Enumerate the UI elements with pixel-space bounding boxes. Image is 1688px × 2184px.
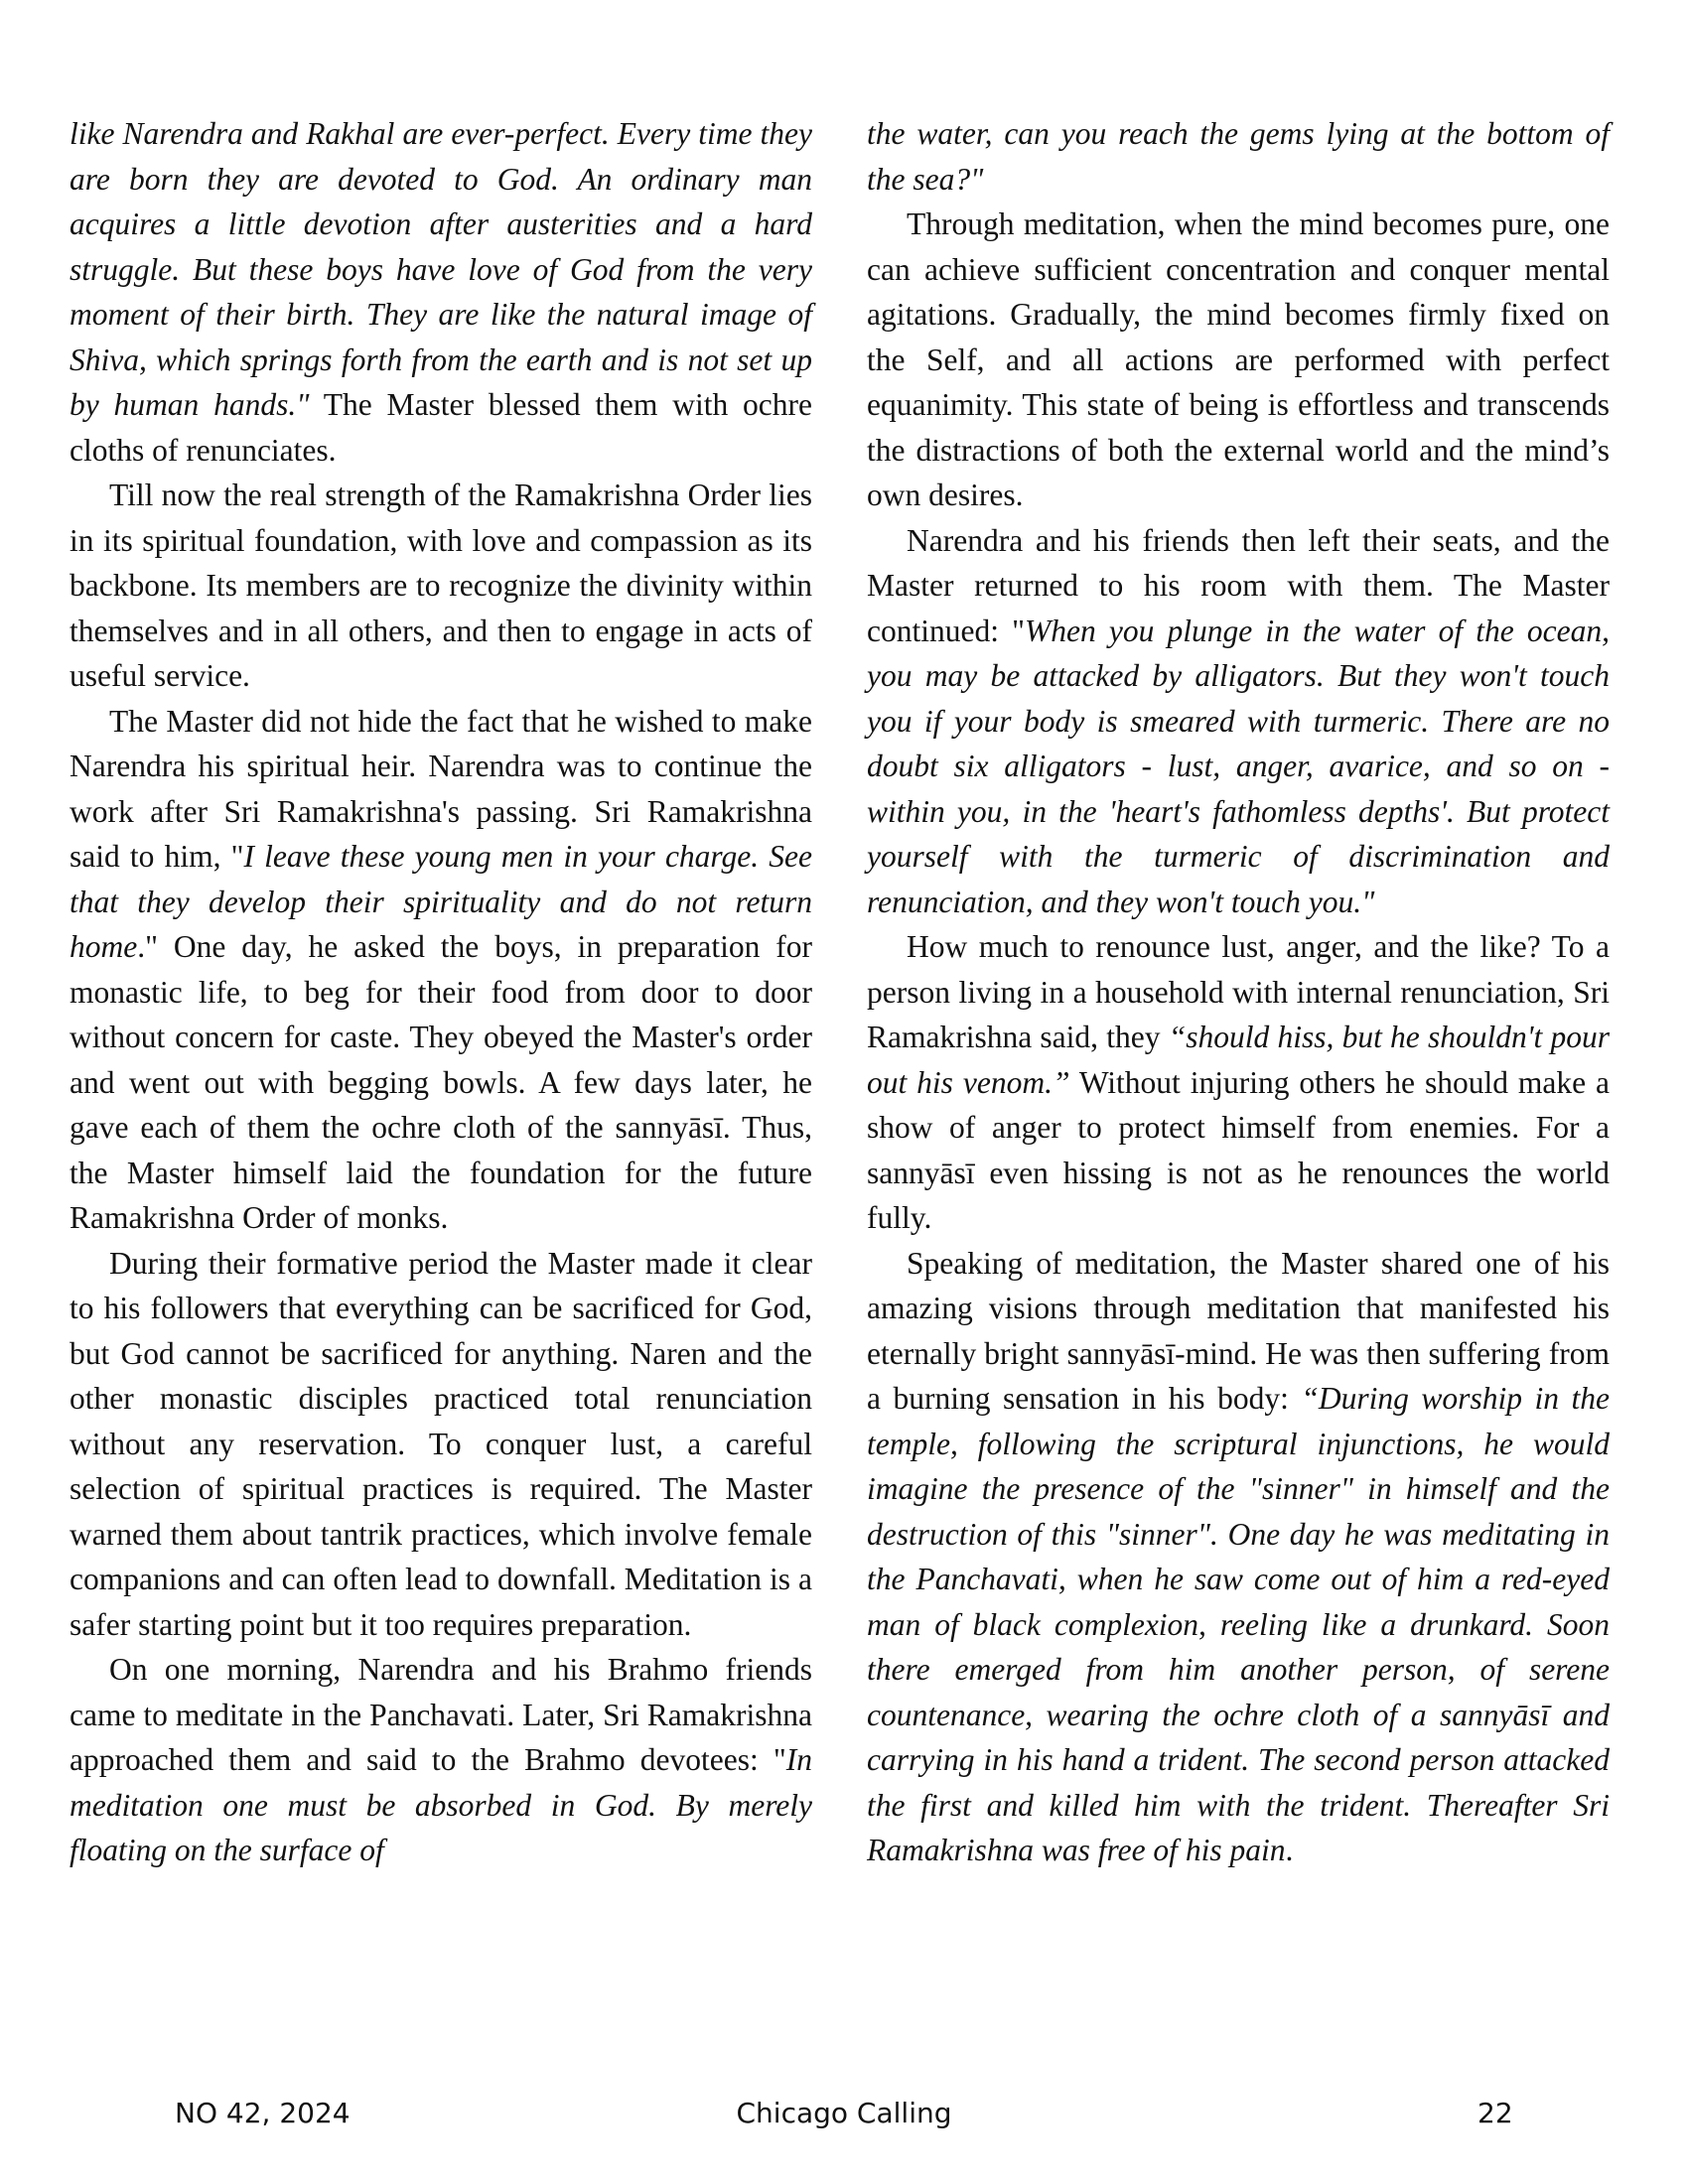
text: Narendra and his friends then left their seats, and the Master returned to his room with them. The Master continued: " [867,522,1610,648]
text: Through meditation, when the mind becomes pure, one can achieve sufficient concentration and conquer mental agitations. Gradually, the mind becomes firmly fixed on the Self, and all actions are performed with perfect equanimity. This state of being is effortless and transcends the distractions of both the external world and the mind’s own desires. [867,206,1610,512]
paragraph [867,202,1610,518]
text: Till now the real strength of the Ramakrishna Order lies in its spiritual foundation, with love and compassion as its backbone. Its members are to recognize the divinity within themselves and in all others, and then to engage in acts of useful service. [70,478,812,693]
italic-text: When you plunge in the water of the ocean, you may be attacked by alligators. But they won't touch you if your body is smeared with turmeric. There are no doubt six alligators - lust, anger, avarice, and so on - within you, in the 'heart's fathomless depths'. But protect yourself with the turmeric of discrimination and renunciation, and they won't touch you." [867,613,1610,919]
text: During their formative period the Master made it clear to his followers that everything can be sacrificed for God, but God cannot be sacrificed for anything. Naren and the other monastic disciples practiced total renunciation without any reservation. To conquer lust, a careful selection of spiritual practices is required. The Master warned them about tantrik practices, which involve female companions and can often lead to downfall. Meditation is a safer starting point but it too requires preparation. [70,1245,812,1642]
paragraph [70,473,812,699]
page-footer [0,2097,1688,2136]
footer-publication: Chicago Calling [736,2097,952,2129]
paragraph [70,1647,812,1873]
italic-text: the water, can you reach the gems lying at the bottom of the sea?" [867,116,1610,197]
paragraph [867,111,1610,202]
text: The Master blessed them with ochre cloths of renunciates. [70,387,813,468]
paragraph [70,1241,812,1648]
italic-text: “should hiss, but he shouldn't pour out his venom.” [867,1020,1610,1100]
text: Without injuring others he should make a show of anger to protect himself from enemies. For a sannyāsī even hissing is not as he renounces the world fully. [867,1064,1610,1235]
italic-text: In meditation one must be absorbed in God. By merely floating on the surface of [70,1742,812,1867]
paragraph [70,111,812,473]
paragraph [867,518,1610,925]
text: The Master did not hide the fact that he wished to make Narendra his spiritual heir. Narendra was to continue the work after Sri Ramakrishna's passing. Sri Ramakrishna said to him, " [70,703,812,874]
left-column [70,111,812,1873]
footer-page-number: 22 [1477,2097,1513,2129]
paragraph [867,1241,1610,1873]
footer-issue: NO 42, 2024 [175,2097,351,2129]
text: How much to renounce lust, anger, and the like? To a person living in a household with internal renunciation, Sri Ramakrishna said, they [867,929,1610,1054]
right-column [867,111,1610,1873]
paragraph [70,699,812,1241]
paragraph [867,924,1610,1241]
text: ." One day, he asked the boys, in preparation for monastic life, to beg for their food from door to door without concern for caste. They obeyed the Master's order and went out with begging bowls. A few days later, he gave each of them the ochre cloth of the sannyāsī. Thus, the Master himself laid the foundation for the future Ramakrishna Order of monks. [70,929,812,1235]
text: On one morning, Narendra and his Brahmo friends came to meditate in the Panchavati. Later, Sri Ramakrishna approached them and said to the Brahmo devotees: " [70,1652,812,1777]
text: . [1285,1833,1294,1867]
italic-text: “During worship in the temple, following the scriptural injunctions, he would imagine the presence of the "sinner" in himself and the destruction of this "sinner". One day he was meditating in the Panchavati, when he saw come out of him a red-eyed man of black complexion, reeling like a drunkard. Soon there emerged from him another person, of serene countenance, wearing the ochre cloth of a sannyāsī and carrying in his hand a trident. The second person attacked the first and killed him with the trident. Thereafter Sri Ramakrishna was free of his pain [867,1381,1610,1867]
text: Speaking of meditation, the Master shared one of his amazing visions through meditation that manifested his eternally bright sannyāsī-mind. He was then suffering from a burning sensation in his body: [867,1245,1610,1416]
italic-text: I leave these young men in your charge. See that they develop their spirituality and do not return home [70,839,813,964]
italic-text: like Narendra and Rakhal are ever-perfect. Every time they are born they are devoted to God. An ordinary man acquires a little devotion after austerities and a hard struggle. But these boys have love of God from the very moment of their birth. They are like the natural image of Shiva, which springs forth from the earth and is not set up by human hands." [70,116,812,422]
